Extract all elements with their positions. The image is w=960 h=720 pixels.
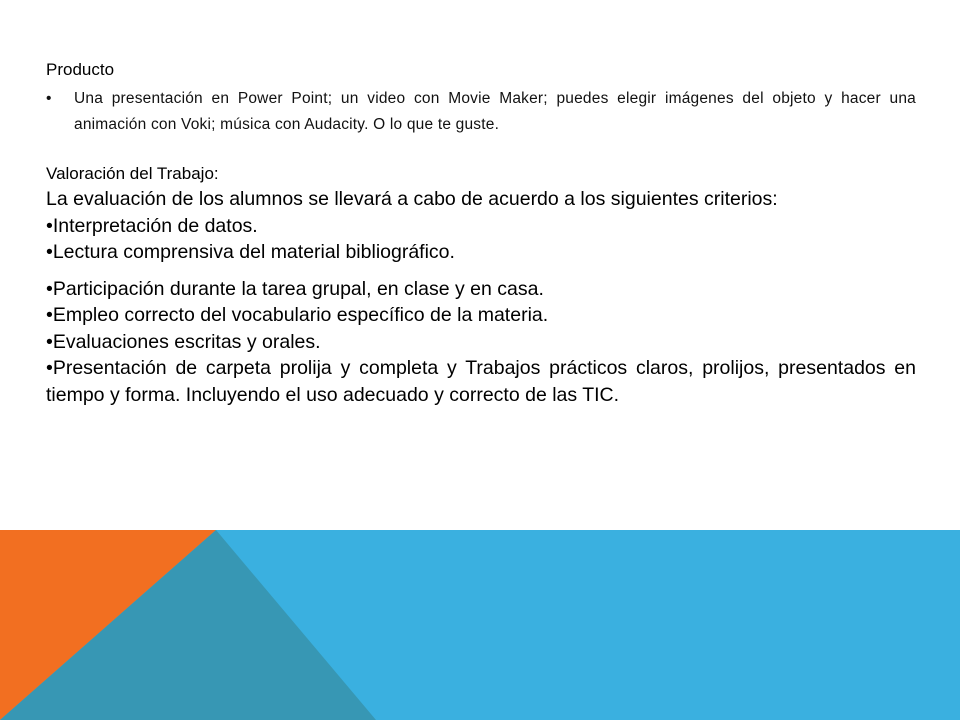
slide-content [46, 58, 916, 408]
criterio-item: •Presentación de carpeta prolija y completa y Trabajos prácticos claros, prolijos, presentados en tiempo y forma. Incluyendo el uso adecuado y correcto de las TIC. [46, 357, 916, 406]
criterio-item: •Lectura comprensiva del material bibliográfico. [46, 241, 455, 263]
bullet-icon: • [46, 90, 52, 107]
producto-heading: Producto [46, 60, 115, 79]
paragraph-gap [46, 266, 916, 276]
criterio-item: •Participación durante la tarea grupal, en clase y en casa. [46, 277, 544, 300]
producto-item [46, 86, 916, 138]
teal-triangle [0, 530, 376, 720]
producto-item-text: Una presentación en Power Point; un video con Movie Maker; puedes elegir imágenes del objeto y hacer una animación con Voki; música con Audacity. O lo que te guste. [74, 90, 916, 133]
criterio-item: •Evaluaciones escritas y orales. [46, 330, 321, 353]
criterio-item: •Empleo correcto del vocabulario específico de la materia. [46, 304, 549, 326]
criterio-item: •Interpretación de datos. [46, 214, 258, 237]
criterios-list-b [46, 276, 916, 409]
valoracion-intro: La evaluación de los alumnos se llevará a cabo de acuerdo a los siguientes criterios: [46, 188, 778, 210]
valoracion-heading: Valoración del Trabajo: [46, 164, 219, 183]
producto-list [46, 86, 916, 138]
criterios-list-a [46, 213, 916, 266]
orange-triangle [0, 530, 216, 720]
blue-band [0, 530, 960, 720]
